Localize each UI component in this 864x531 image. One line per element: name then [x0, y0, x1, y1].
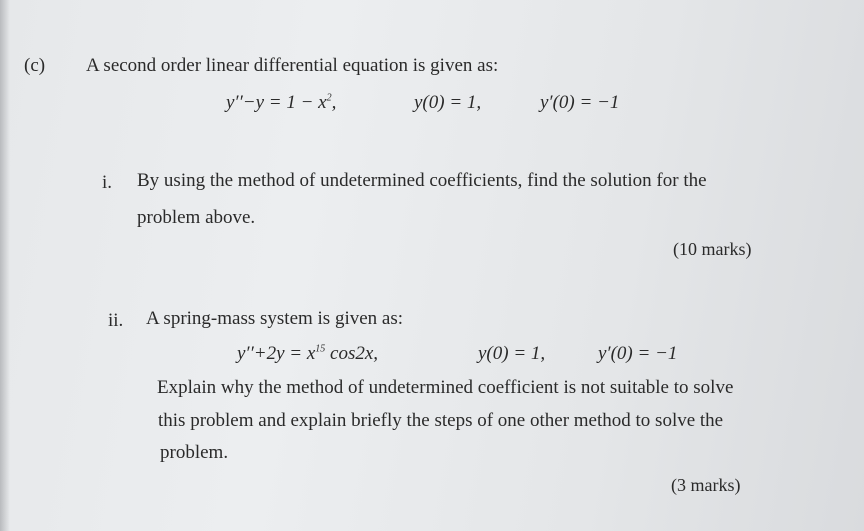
main-equation-lhs: y′′−y: [226, 92, 264, 113]
spring-mass-initial-condition-2: y′(0) = −1: [598, 343, 678, 364]
part-ii-intro: A spring-mass system is given as:: [146, 308, 404, 329]
spring-mass-equation-rhs: cos2x,: [325, 343, 379, 364]
page-edge-shadow: [0, 0, 10, 531]
spring-mass-equation: [237, 343, 378, 365]
initial-condition-1: y(0) = 1,: [414, 92, 482, 113]
main-equation-exponent: 2: [326, 92, 332, 104]
main-equation-rhs: = 1 − x: [268, 92, 327, 113]
spring-mass-initial-condition-1: y(0) = 1,: [478, 343, 546, 364]
part-ii-line-3: problem.: [160, 442, 229, 463]
question-intro: A second order linear differential equation is given as:: [86, 55, 499, 76]
part-i-line-1: By using the method of undetermined coefficients, find the solution for the: [137, 170, 707, 191]
main-equation-comma: ,: [331, 92, 337, 113]
question-label: (c): [24, 55, 46, 76]
part-i-line-2: problem above.: [137, 207, 256, 228]
spring-mass-equation-lhs: y′′+2y = x: [237, 343, 316, 364]
part-ii-line-1: Explain why the method of undetermined coefficient is not suitable to solve: [157, 377, 734, 398]
part-ii-line-2: this problem and explain briefly the steps of one other method to solve the: [158, 410, 724, 431]
part-ii-label: ii.: [108, 310, 124, 331]
part-i-label: i.: [102, 172, 113, 193]
initial-condition-2: y′(0) = −1: [540, 92, 620, 113]
spring-mass-equation-exponent: 15: [315, 343, 326, 355]
part-i-marks: (10 marks): [673, 239, 752, 259]
part-ii-marks: (3 marks): [671, 475, 741, 495]
main-equation: [226, 92, 336, 114]
